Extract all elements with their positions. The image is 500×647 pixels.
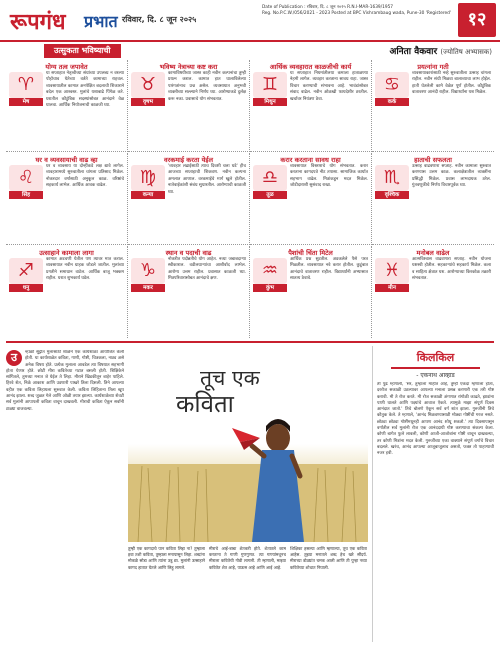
horoscope-text: व्यवसायात विस्ताराचे योग संभवतात. करार करताना कागदपत्रे नीट तपासा. सामाजिक कार्यात सहभाग वाढेल. मित्रांकडून मदत मिळेल. जोडीदाराशी सुसंवाद राखा. <box>290 164 368 189</box>
story-column-3: मीराचे आई-बाबा शेतकरी होते. शेतातले काम करताना ते गाणी गुणगुणत. त्या गाण्यांमधूनच मीराला कवितेची गोडी लागली. ती म्हणाली, माझ्या कवितेत शेत आहे, पाऊस आहे आणि आई आहे. <box>209 546 286 570</box>
zodiac-icon: ♓ <box>375 258 409 284</box>
horoscope-cell <box>6 60 128 152</box>
horoscope-heading: स्थान व पदाची वाढ <box>165 249 212 257</box>
zodiac-name: कर्क <box>375 98 409 106</box>
zodiac-name: मीन <box>375 284 409 292</box>
horoscope-cell <box>128 60 250 152</box>
zodiac-name: कन्या <box>131 191 165 199</box>
story-title-line1: तूच एक <box>200 366 260 390</box>
zodiac-badge <box>253 72 287 106</box>
horoscope-text: घर व व्यवसाय या दोन्हींकडे लक्ष द्यावे लागेल. व्यवहारामध्ये सुरुवातीला चांगला प्रतिसाद मिळेल. नोकरदार वर्गासाठी अनुकूल काळ. वरिष्ठांचे सहकार्य लाभेल. आर्थिक आवक वाढेल. <box>46 164 124 189</box>
horoscope-cell <box>372 246 494 338</box>
author-designation: (ज्योतिष अभ्यासक) <box>440 48 492 56</box>
zodiac-name: मिथुन <box>253 98 287 106</box>
horoscope-cell <box>250 153 372 245</box>
horoscope-heading: भविष्य नेत्राच्या कष्ट करा <box>159 63 218 71</box>
girl-figure <box>252 419 304 542</box>
zodiac-icon: ♋ <box>375 72 409 98</box>
sidebar-column <box>372 346 494 642</box>
zodiac-icon: ♐ <box>9 258 43 284</box>
zodiac-badge <box>375 258 409 292</box>
zodiac-badge <box>375 165 409 199</box>
sidebar-body: ती पुढे म्हणाली, 'सर, तुम्हाला माहीत आहे, तुम्ही एकदा म्हणाला होता, दररोज सकाळी उठल्यावर आपल्या मनाला प्रसन्न करणारी एक तरी गोष्ट करावी. मी ते रोज करते. मी रोज सकाळी अंगणात रांगोळी काढते, झाडांना पाणी घालते आणि पक्ष्यांचे आवाज ऐकते. त्यामुळे माझा संपूर्ण दिवस आनंदात जातो.' तिचे बोलणे ऐकून सर्व वर्ग शांत झाला. गुरुजींनी तिचे कौतुक केले. ते म्हणाले, 'आनंद मिळवण्यासाठी मोठ्या गोष्टींची गरज नसते. छोट्या छोट्या गोष्टींमधूनही आपण आनंद शोधू शकतो.' त्या दिवसापासून वर्गातील सर्व मुलांनी रोज एक आनंददायी गोष्ट करण्याचा संकल्प केला. कोणी बागेत फुले लावली, कोणी आजी-आजोबांना गोष्टी वाचून दाखवल्या, तर कोणी मित्रांना मदत केली. गुरुजींच्या एका वाक्याने संपूर्ण वर्गाचे विचार बदलले. खरंच, आनंद आपल्या आजूबाजूलाच असतो, फक्त तो पाहण्याची नजर हवी. <box>377 382 494 457</box>
horoscope-heading: वरकमाई करता येईल <box>164 156 213 164</box>
zodiac-icon: ♊ <box>253 72 287 98</box>
section-bar <box>0 44 500 58</box>
zodiac-icon: ♏ <box>375 165 409 191</box>
brand-subname: प्रभात <box>84 12 118 31</box>
horoscope-text: कामाविषयीच्या जास्त काही नवीन कल्पनांचा तुम्ही प्रयत्न कराल. कामात हात घालाविलेल्या पारंगतांनाच प्रश्न असेल. व्यवसायात अनुभवी व्यक्तीच्या सल्ल्याने निर्णय घ्या. आरोग्याकडे दुर्लक्ष करू नका. प्रवासाचे योग संभवतात. <box>168 71 246 102</box>
sidebar-title: किलकिल <box>416 351 455 364</box>
horoscope-text: 'व्यवहार लढाईसाठी त्याच दिवशी चला घडे' हीच आजच्या सप्ताहाची शिकवण. नवीन कल्पना अमलात आणाल. वरकमाईचे मार्ग खुले होतील. नातेवाईकांशी संबंध सुधारतील. आरोग्याची काळजी घ्या. <box>168 164 246 195</box>
horoscope-heading: मनोबल वाढेल <box>416 249 450 257</box>
horoscope-text: आत्मविश्वास वाढवणारा सप्ताह. नवीन योजना यशस्वी होतील. सहकाऱ्यांचे सहकार्य मिळेल. कला व साहित्य क्षेत्रात यश. आरोग्याच्या किरकोळ तक्रारी संभवतात. <box>412 257 491 282</box>
zodiac-name: कुंभ <box>253 284 287 292</box>
horoscope-text: उत्साह वाढवणारा सप्ताह. नवीन कामाला सुरुवात करण्यास उत्तम काळ. कलाक्षेत्रातील व्यक्तींना प्रसिद्धी मिळेल. प्रवास लाभदायक ठरेल. गुंतवणुकीचे निर्णय विचारपूर्वक घ्या. <box>412 164 491 189</box>
zodiac-icon: ♎ <box>253 165 287 191</box>
story-title-line2: कविता <box>176 390 234 418</box>
horoscope-heading: करार करताना सावध राहा <box>280 156 341 164</box>
drop-cap: उ <box>6 350 22 366</box>
zodiac-icon: ♍ <box>131 165 165 191</box>
zodiac-name: सिंह <box>9 191 43 199</box>
issue-date: रविवार, दि. ८ जून २०२५ <box>122 15 197 24</box>
horoscope-text: नोकरीत पदोन्नतीचे योग आहेत. नव्या जबाबदाऱ्या स्वीकाराल. वडीलधाऱ्यांचा आशीर्वाद लाभेल. आरोग्य उत्तम राहील. प्रवासात काळजी घ्या. मित्रपरिवारासोबत आनंदाचे क्षण. <box>168 257 246 282</box>
zodiac-badge <box>253 258 287 292</box>
zodiac-badge <box>375 72 409 106</box>
zodiac-badge <box>131 72 165 106</box>
story-bottom-columns <box>128 546 368 642</box>
zodiac-name: मकर <box>131 284 165 292</box>
zodiac-name: मेष <box>9 98 43 106</box>
brand-name: रूपगंध <box>10 9 66 35</box>
page-number: १२ <box>458 3 496 37</box>
horoscope-cell <box>250 246 372 338</box>
zodiac-badge <box>9 165 43 199</box>
horoscope-text: आर्थिक प्रश्न सुटतील. अडकलेले पैसे परत मिळतील. व्यवसायात नवे करार होतील. कुटुंबात आनंदाचे वातावरण राहील. विद्यार्थ्यांनी अभ्यासात सातत्य ठेवावे. <box>290 257 368 282</box>
story-hero-image <box>128 346 368 542</box>
zodiac-name: वृषभ <box>131 98 165 106</box>
zodiac-name: धनु <box>9 284 43 292</box>
masthead <box>0 0 500 42</box>
story-column-1 <box>6 350 124 642</box>
horoscope-cell <box>6 246 128 338</box>
column-author <box>389 44 492 57</box>
sidebar-title-underline <box>391 367 480 369</box>
registration-info-line: Reg. No.P.C.W./056/2021 - 2023 Posted at BPC Vishrambaug wada, Pune-30 'Registered' <box>262 11 452 16</box>
horoscope-cell <box>250 60 372 152</box>
horoscope-grid <box>6 60 496 338</box>
zodiac-icon: ♉ <box>131 72 165 98</box>
horoscope-heading: योग्य तत्व जपावेत <box>45 63 88 71</box>
zodiac-badge <box>9 258 43 292</box>
horoscope-heading: घर व व्यवसायाची वाढ व्हा <box>35 156 98 164</box>
horoscope-text: व्यवसायाकारांसाठी नव्हे सुरुवातीला उत्साह चांगला राहील. नवीन संधी मिळवा बालाव्याचा लाभ होईल. हाती घेतलेली कामे वेळेत पूर्ण होतील. कौटुंबिक वातावरण आनंदी राहील. विद्यार्थ्यांना यश मिळेल. <box>412 71 491 96</box>
horoscope-heading: प्रयत्नांना गती <box>417 63 449 71</box>
zodiac-badge <box>9 72 43 106</box>
wheat-field <box>128 464 368 542</box>
horoscope-cell <box>6 153 128 245</box>
horoscope-cell <box>128 153 250 245</box>
horoscope-text: या सप्ताहात नियमांतीलया कमाला हाताळण्या नेहमी लागेल. व्यवहार करताना सावध राहा. जास्त विचार करण्याची संभावना आहे. भावंडांसोबत संवाद वाढेल. नवीन ओळखी फायदेशीर ठरतील. खर्चावर नियंत्रण ठेवा. <box>290 71 368 102</box>
section-tag: उत्सुकता भविष्याची <box>44 44 121 58</box>
story-column-4: शिक्षिका हसल्या आणि म्हणाल्या, तूच एक कविता आहेस. तुझ्या मनातले शब्द हेच खरे सौंदर्य. मीराच्या डोळ्यांत चमक आली आणि ती पुन्हा नव्या कवितेच्या शोधात निघाली. <box>290 546 367 570</box>
zodiac-badge <box>131 258 165 292</box>
publication-info-line: Date of Publication : रविवार, दि. ८ जून २०२५ R.N.I-MAR-1639/1957 <box>262 5 394 10</box>
story-column-2: तुम्ही एक कागदाचे पान कविता लिहा ना? तुम्हाला हवा तशी कविता, तुम्हाला मनापासून लिहा. शब्दांना मोकळे सोडा आणि त्यांना उडू द्या. मुलांनी उत्साहाने कागद हातात घेतले आणि लिहू लागले. <box>128 546 205 570</box>
zodiac-icon: ♑ <box>131 258 165 284</box>
author-name: अनिता वैकवार <box>389 47 438 57</box>
zodiac-icon: ♌ <box>9 165 43 191</box>
horoscope-heading: आर्थिक व्यवहारात काळजीची कार्य <box>269 63 352 71</box>
story-text: न्हाळी सुट्टीत मुलांसाठी शाळेने एक कार्यशाळा आयोजित केली होती. या कार्यशाळेत कविता, गाणी, गोष्टी, चित्रकला, नाट्य असे अनेक विषय होते. प्रत्येक मुलाला आवडेल त्या विषयात सहभागी होता येणार होते. छोटी मीरा कवितेच्या गटात बसली होती. शिक्षिकेने सांगितले, तुमच्या मनात जे येईल ते लिहा. मीराने खिडकीतून बाहेर पाहिले. हिरवे शेत, निळे आकाश आणि उडणारी पाखरे तिला दिसली. तिने आपल्या वहीत एक कविता लिहायला सुरुवात केली. कविता लिहिताना तिला खूप आनंद झाला. शब्द जुळत गेले आणि ओळी तयार झाल्या. कार्यशाळेच्या शेवटी सर्व मुलांनी आपापली कविता वाचून दाखवली. मीराची कविता ऐकून सर्वांनी टाळ्या वाजवल्या. <box>6 350 124 412</box>
horoscope-cell <box>372 60 494 152</box>
horoscope-text: कामात अडचणी येतील पण त्यावर मात कराल. व्यवसायात नवीन ग्राहक जोडले जातील. मुलांच्या प्रगतीने समाधान वाटेल. आर्थिक बाजू भक्कम राहील. घरात शुभकार्य घडेल. <box>46 257 124 282</box>
sidebar-author: - एकनाथ आव्हाड <box>416 372 455 379</box>
story-title <box>176 366 260 418</box>
zodiac-icon: ♈ <box>9 72 43 98</box>
zodiac-name: तूळ <box>253 191 287 199</box>
horoscope-cell <box>128 246 250 338</box>
horoscope-heading: पैशांची चिंता मिटेल <box>288 249 333 257</box>
horoscope-cell <box>372 153 494 245</box>
section-divider <box>6 341 494 343</box>
horoscope-heading: उत्साहाने कामाला लागा <box>39 249 94 257</box>
zodiac-name: वृश्चिक <box>375 191 409 199</box>
horoscope-heading: हाताची सफलता <box>414 156 452 164</box>
horoscope-text: या सप्ताहात नेतृत्वीच्या संधांच्या उपलब्ध न वरल्या पोहोचाव येतेच्या वर्तते कामाच्या राहवल. व्यवसायातील कामात अनपेक्षित बदलाची शिकाराने बदेल एक आश्वस्त. मुलांचे यशाबाढे पिंगेळ करे. घरातील कौटुंबिक सदस्यांसोबत आनंदाने वेळ घालवा. आर्थिक नियोजनाची काळजी घ्या. <box>46 71 124 109</box>
zodiac-icon: ♒ <box>253 258 287 284</box>
zodiac-badge <box>131 165 165 199</box>
publication-info <box>262 5 452 17</box>
zodiac-badge <box>253 165 287 199</box>
